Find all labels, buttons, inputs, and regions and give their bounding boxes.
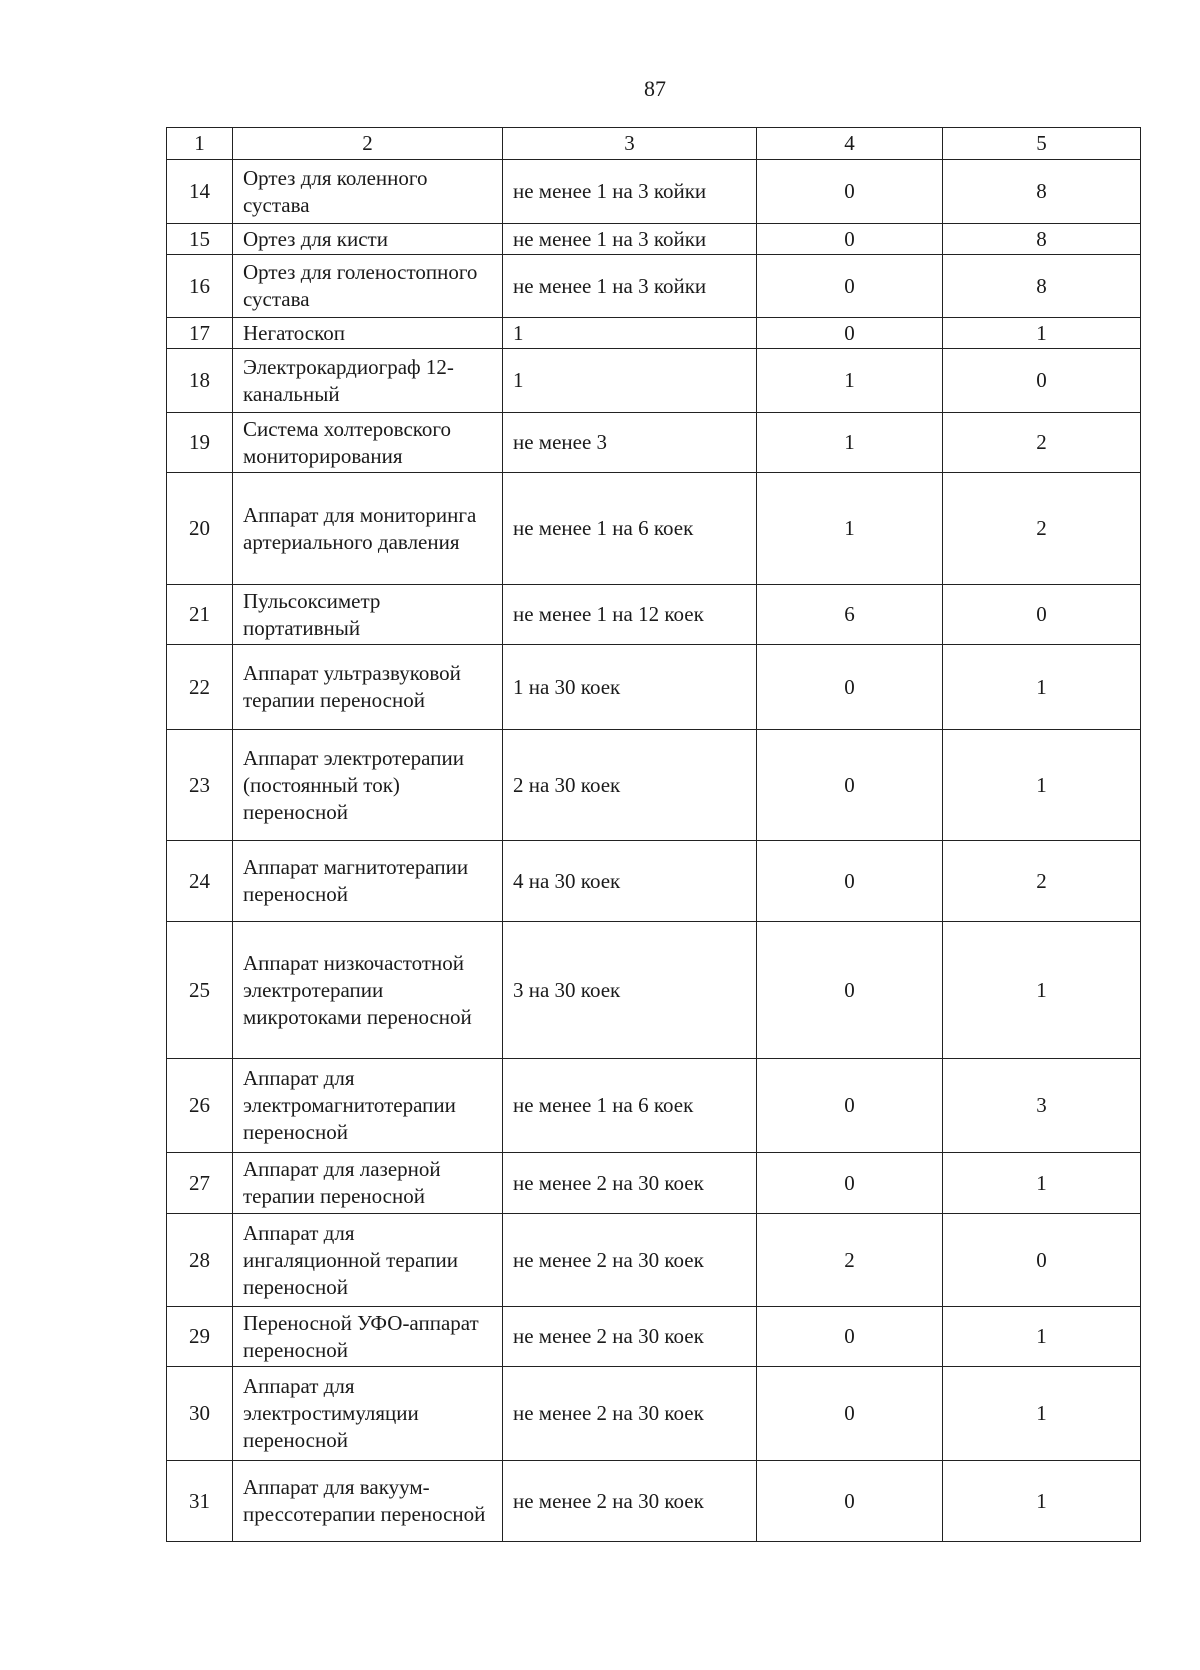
- column-4-value: 1: [757, 413, 943, 473]
- table-row: [167, 585, 1141, 645]
- row-number: 23: [167, 730, 233, 841]
- equipment-name: Аппарат магнитотерапии переносной: [233, 841, 503, 922]
- requirement-norm: 1: [503, 349, 757, 413]
- row-number: 20: [167, 473, 233, 585]
- column-5-value: 0: [943, 585, 1141, 645]
- column-4-value: 0: [757, 1461, 943, 1542]
- row-number: 26: [167, 1059, 233, 1153]
- table-row: [167, 1461, 1141, 1542]
- table-row: [167, 1367, 1141, 1461]
- column-5-value: 1: [943, 1367, 1141, 1461]
- equipment-name: Аппарат низкочастотной электротерапии микротоками переносной: [233, 922, 503, 1059]
- equipment-name: Ортез для голеностопного сустава: [233, 255, 503, 318]
- table-row: [167, 1059, 1141, 1153]
- column-5-value: 0: [943, 1214, 1141, 1307]
- row-number: 22: [167, 645, 233, 730]
- equipment-name: Аппарат для лазерной терапии переносной: [233, 1153, 503, 1214]
- row-number: 15: [167, 224, 233, 255]
- equipment-name: Аппарат для электромагнитотерапии переносной: [233, 1059, 503, 1153]
- requirement-norm: 1 на 30 коек: [503, 645, 757, 730]
- column-4-value: 1: [757, 349, 943, 413]
- row-number: 29: [167, 1307, 233, 1367]
- row-number: 16: [167, 255, 233, 318]
- equipment-table: [166, 127, 1141, 1542]
- column-5-value: 1: [943, 1307, 1141, 1367]
- table-header-row: [167, 128, 1141, 160]
- requirement-norm: не менее 1 на 6 коек: [503, 1059, 757, 1153]
- equipment-name: Аппарат для электростимуляции переносной: [233, 1367, 503, 1461]
- row-number: 17: [167, 318, 233, 349]
- equipment-name: Аппарат для ингаляционной терапии переносной: [233, 1214, 503, 1307]
- requirement-norm: 3 на 30 коек: [503, 922, 757, 1059]
- column-4-value: 0: [757, 160, 943, 224]
- column-4-value: 0: [757, 730, 943, 841]
- requirement-norm: 4 на 30 коек: [503, 841, 757, 922]
- table-row: [167, 922, 1141, 1059]
- requirement-norm: 1: [503, 318, 757, 349]
- column-header-5: 5: [943, 128, 1141, 160]
- column-4-value: 1: [757, 473, 943, 585]
- row-number: 28: [167, 1214, 233, 1307]
- column-5-value: 1: [943, 922, 1141, 1059]
- equipment-name: Аппарат для вакуум-прессотерапии переносной: [233, 1461, 503, 1542]
- row-number: 30: [167, 1367, 233, 1461]
- column-4-value: 0: [757, 841, 943, 922]
- column-header-4: 4: [757, 128, 943, 160]
- table-row: [167, 473, 1141, 585]
- column-header-3: 3: [503, 128, 757, 160]
- table-row: [167, 1214, 1141, 1307]
- row-number: 21: [167, 585, 233, 645]
- column-4-value: 0: [757, 1367, 943, 1461]
- column-5-value: 8: [943, 160, 1141, 224]
- equipment-name: Ортез для кисти: [233, 224, 503, 255]
- equipment-name: Аппарат электротерапии (постоянный ток) переносной: [233, 730, 503, 841]
- requirement-norm: не менее 2 на 30 коек: [503, 1307, 757, 1367]
- column-5-value: 8: [943, 255, 1141, 318]
- equipment-name: Система холтеровского мониторирования: [233, 413, 503, 473]
- equipment-name: Переносной УФО-аппарат переносной: [233, 1307, 503, 1367]
- requirement-norm: 2 на 30 коек: [503, 730, 757, 841]
- column-header-1: 1: [167, 128, 233, 160]
- column-5-value: 2: [943, 413, 1141, 473]
- requirement-norm: не менее 1 на 3 койки: [503, 255, 757, 318]
- row-number: 19: [167, 413, 233, 473]
- row-number: 24: [167, 841, 233, 922]
- column-4-value: 0: [757, 645, 943, 730]
- column-4-value: 0: [757, 255, 943, 318]
- column-4-value: 0: [757, 1307, 943, 1367]
- table-row: [167, 1307, 1141, 1367]
- table-row: [167, 413, 1141, 473]
- table-row: [167, 841, 1141, 922]
- equipment-name: Аппарат ультразвуковой терапии переносной: [233, 645, 503, 730]
- row-number: 27: [167, 1153, 233, 1214]
- table-row: [167, 1153, 1141, 1214]
- column-5-value: 2: [943, 473, 1141, 585]
- column-5-value: 1: [943, 645, 1141, 730]
- table-row: [167, 160, 1141, 224]
- requirement-norm: не менее 2 на 30 коек: [503, 1367, 757, 1461]
- column-5-value: 1: [943, 1153, 1141, 1214]
- column-5-value: 3: [943, 1059, 1141, 1153]
- row-number: 25: [167, 922, 233, 1059]
- column-5-value: 8: [943, 224, 1141, 255]
- table-row: [167, 224, 1141, 255]
- equipment-name: Пульсоксиметр портативный: [233, 585, 503, 645]
- requirement-norm: не менее 1 на 3 койки: [503, 224, 757, 255]
- column-4-value: 2: [757, 1214, 943, 1307]
- equipment-name: Аппарат для мониторинга артериального давления: [233, 473, 503, 585]
- requirement-norm: не менее 1 на 12 коек: [503, 585, 757, 645]
- table-row: [167, 255, 1141, 318]
- page-number: 87: [644, 76, 666, 101]
- column-5-value: 1: [943, 730, 1141, 841]
- equipment-name: Негатоскоп: [233, 318, 503, 349]
- column-5-value: 0: [943, 349, 1141, 413]
- row-number: 18: [167, 349, 233, 413]
- table-row: [167, 730, 1141, 841]
- requirement-norm: не менее 2 на 30 коек: [503, 1214, 757, 1307]
- column-4-value: 0: [757, 1059, 943, 1153]
- column-4-value: 6: [757, 585, 943, 645]
- table-row: [167, 318, 1141, 349]
- row-number: 31: [167, 1461, 233, 1542]
- requirement-norm: не менее 3: [503, 413, 757, 473]
- table-row: [167, 645, 1141, 730]
- column-4-value: 0: [757, 318, 943, 349]
- column-4-value: 0: [757, 1153, 943, 1214]
- column-5-value: 1: [943, 318, 1141, 349]
- column-5-value: 1: [943, 1461, 1141, 1542]
- table-row: [167, 349, 1141, 413]
- column-4-value: 0: [757, 224, 943, 255]
- requirement-norm: не менее 1 на 3 койки: [503, 160, 757, 224]
- equipment-name: Ортез для коленного сустава: [233, 160, 503, 224]
- column-4-value: 0: [757, 922, 943, 1059]
- requirement-norm: не менее 2 на 30 коек: [503, 1461, 757, 1542]
- row-number: 14: [167, 160, 233, 224]
- requirement-norm: не менее 2 на 30 коек: [503, 1153, 757, 1214]
- requirement-norm: не менее 1 на 6 коек: [503, 473, 757, 585]
- column-5-value: 2: [943, 841, 1141, 922]
- column-header-2: 2: [233, 128, 503, 160]
- equipment-name: Электрокардиограф 12-канальный: [233, 349, 503, 413]
